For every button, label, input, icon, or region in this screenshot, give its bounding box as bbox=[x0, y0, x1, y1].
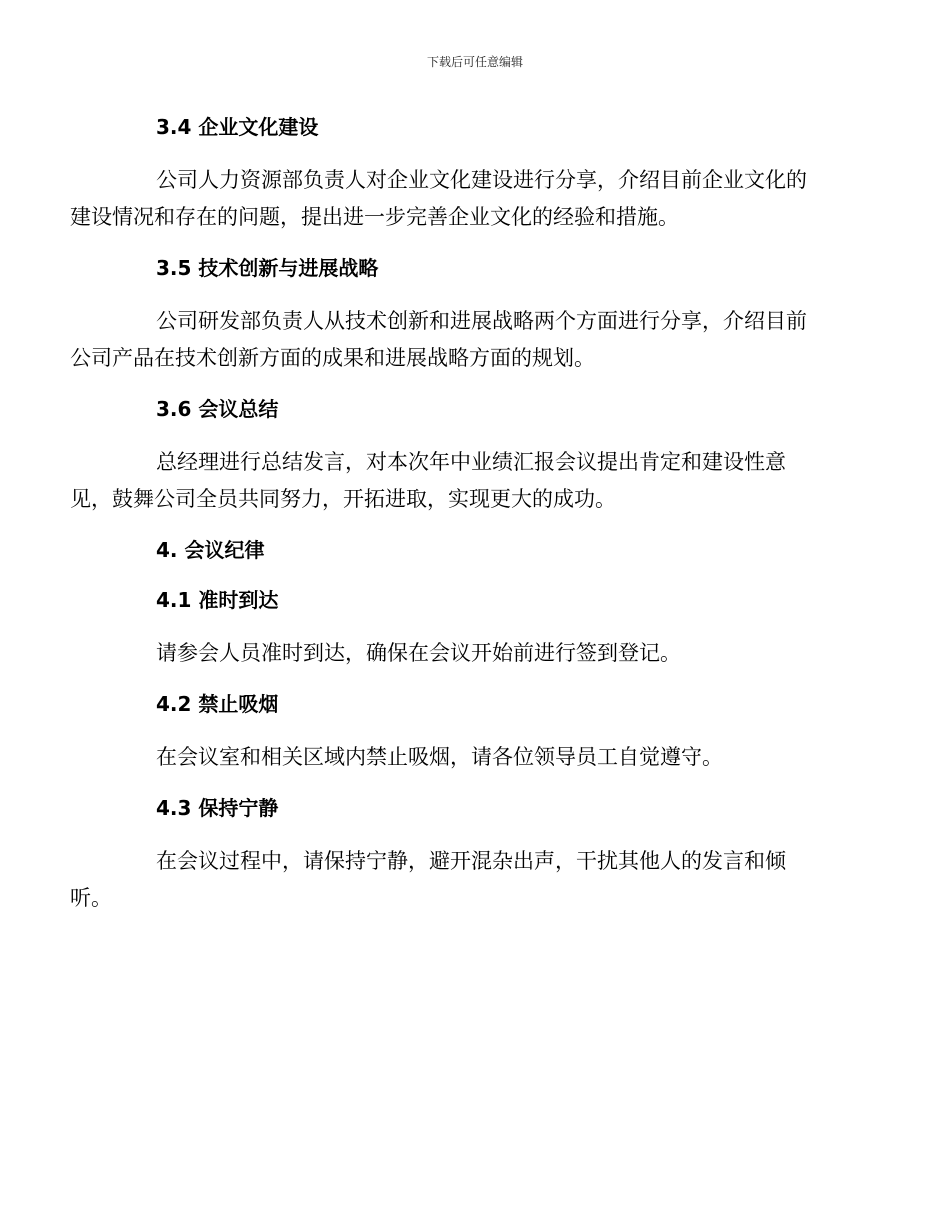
paragraph-line: 公司产品在技术创新方面的成果和进展战略方面的规划。 bbox=[70, 346, 595, 370]
section-heading-3-4: 3.4 企业文化建设 bbox=[156, 115, 319, 139]
section-paragraph-3-6 bbox=[70, 444, 833, 518]
section-paragraph-4-2 bbox=[113, 739, 833, 776]
section-paragraph-4-3 bbox=[70, 843, 833, 917]
paragraph-line: 总经理进行总结发言，对本次年中业绩汇报会议提出肯定和建设性意 bbox=[156, 450, 786, 474]
section-heading-4-1: 4.1 准时到达 bbox=[156, 588, 279, 612]
section-heading-4-2: 4.2 禁止吸烟 bbox=[156, 692, 279, 716]
section-heading-3-6: 3.6 会议总结 bbox=[156, 397, 279, 421]
paragraph-line: 公司人力资源部负责人对企业文化建设进行分享，介绍目前企业文化的 bbox=[156, 168, 807, 192]
document-body bbox=[70, 112, 833, 934]
section-paragraph-4-1 bbox=[113, 635, 833, 672]
section-paragraph-3-5 bbox=[70, 303, 833, 377]
section-paragraph-3-4 bbox=[70, 162, 833, 236]
paragraph-line: 在会议室和相关区域内禁止吸烟，请各位领导员工自觉遵守。 bbox=[156, 745, 723, 769]
paragraph-line: 在会议过程中，请保持宁静，避开混杂出声，干扰其他人的发言和倾 bbox=[156, 849, 786, 873]
paragraph-line: 公司研发部负责人从技术创新和进展战略两个方面进行分享，介绍目前 bbox=[156, 309, 807, 333]
paragraph-line: 见，鼓舞公司全员共同努力，开拓进取，实现更大的成功。 bbox=[70, 487, 616, 511]
paragraph-line: 请参会人员准时到达，确保在会议开始前进行签到登记。 bbox=[156, 641, 681, 665]
section-heading-4: 4. 会议纪律 bbox=[156, 538, 265, 562]
paragraph-line: 建设情况和存在的问题，提出进一步完善企业文化的经验和措施。 bbox=[70, 205, 679, 229]
header-note: 下载后可任意编辑 bbox=[426, 55, 523, 69]
section-heading-3-5: 3.5 技术创新与进展战略 bbox=[156, 256, 379, 280]
section-heading-4-3: 4.3 保持宁静 bbox=[156, 796, 279, 820]
paragraph-line: 听。 bbox=[70, 886, 112, 910]
